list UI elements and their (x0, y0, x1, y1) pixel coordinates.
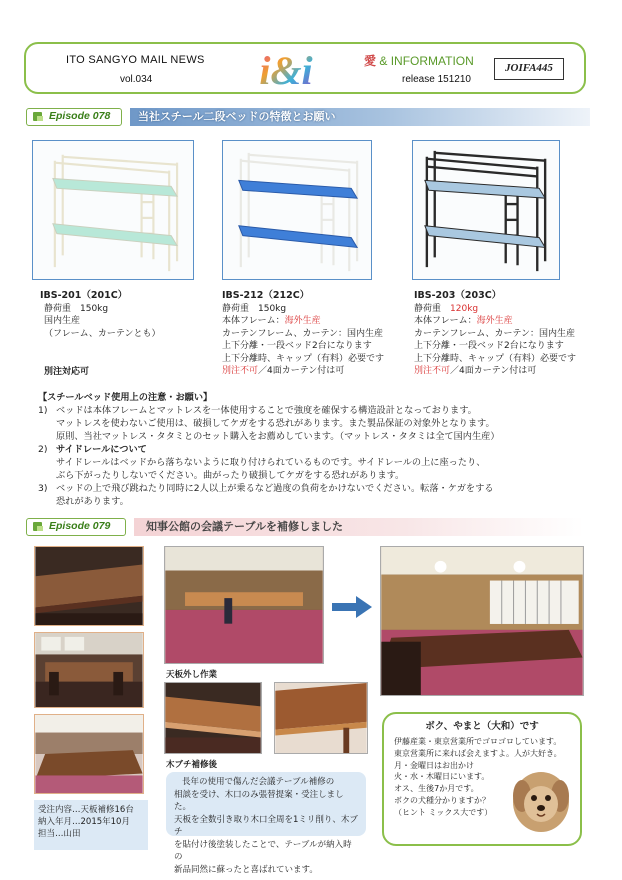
bed-frame-origin: 本体フレーム：海外生産 (222, 316, 321, 326)
bed-load: 静荷重 150kg (44, 303, 109, 314)
edge-caption: 木ブチ補修後 (166, 760, 218, 770)
bed-model-name: IBS-212（212C） (222, 290, 310, 301)
episode-078-tag (26, 108, 122, 126)
bed-cap-note: 上下分離時、キャップ（有料）必要です (222, 353, 385, 364)
bed-separable-note: 上下分離・一段ベッド2台になります (414, 341, 564, 351)
bed-model-name: IBS-203（203C） (414, 290, 502, 301)
newsletter-header (24, 42, 586, 94)
removal-caption: 天板外し作業 (166, 670, 218, 680)
restored-room-photo (380, 546, 584, 696)
note-1: 1) ベッドは本体フレームとマットレスを一体使用することで強度を確保する構造設計となっております。 (38, 405, 477, 416)
release-number: release 151210 (402, 74, 471, 85)
bed-origin: 国内生産 (44, 316, 81, 326)
bed-ibs201-specs (40, 290, 210, 340)
bed-ibs201-image (32, 140, 194, 280)
bed-custom-order-note: 別注対応可 (44, 367, 90, 377)
episode-079-tag (26, 518, 126, 536)
conference-room-photo-2 (34, 714, 144, 794)
newsletter-title: ITO SANGYO MAIL NEWS (66, 54, 205, 66)
bed-ibs212-specs (222, 290, 402, 378)
bed-model-name: IBS-201（201C） (40, 290, 128, 301)
arrow-right-icon (332, 596, 372, 618)
note-2: 2) サイドレールについて (38, 444, 147, 455)
edge-repair-photo-2 (274, 682, 368, 754)
bed-separable-note: 上下分離・一段ベッド2台になります (222, 341, 372, 351)
information-label: & INFORMATION (376, 54, 474, 68)
bed-ibs203-image (412, 140, 560, 280)
dog-profile-title: ボク、やまと（大和）です (425, 721, 539, 732)
dog-photo (510, 766, 572, 834)
bed-origin-detail: （フレーム、カーテンとも） (44, 328, 161, 339)
usage-notes-heading: 【スチールベッド使用上の注意・お願い】 (38, 392, 213, 403)
ai-character: 愛 (364, 54, 377, 68)
bed-frame-origin: 本体フレーム：海外生産 (414, 316, 513, 326)
volume-number: vol.034 (120, 74, 153, 85)
repair-story-box: 長年の使用で傷んだ会議テーブル補修の 相談を受け、木口のみ張替提案・受注しました。 天板を全数引き取り木口全周を1ミリ削り、木ブチ を貼付け後塗装したことで、テーブルが納入時の 新品同然に蘇ったと喜ばれています。 (166, 772, 366, 836)
edge-repair-photo-1 (164, 682, 262, 754)
episode-078-label: Episode 078 (49, 110, 111, 122)
joifa-badge: JOIFA445 (494, 58, 564, 80)
order-person: 担当…山田 (38, 829, 81, 839)
episode-079-label: Episode 079 (49, 520, 111, 532)
bed-load: 静荷重 120kg (414, 303, 479, 314)
usage-notes: 【スチールベッド使用上の注意・お願い】 1) ベッドは本体フレームとマットレスを一体使用することで強度を確保する構造設計となっております。 マットレスを使わないご使用は、破損してケガをする恐れがあります。また製品保証の対象外となります。 原則、当社マットレス・タタミとのセット購入をお薦めしています。（マットレス・タタミは全て国内生産） 2) サイドレールについて サイドレールはベッドから落ちないように取り付けられているものです。サイドレールの上に座ったり、 ぶら下がったりしないでください。曲がったり破損してケガをする恐れがあります。 3) ベッドの上で飛び跳ねたり同時に2人以上が乗るなど過度の負荷をかけないでください。転落・ケガをする 恐れがあります。 (38, 391, 598, 508)
table-edge-photo-1 (34, 546, 144, 626)
episode-079-title: 知事公館の会議テーブルを補修しました (134, 518, 584, 536)
order-content: 受注内容…天板補修16台 (38, 805, 134, 815)
info-heading (364, 52, 474, 69)
ii-logo-icon (246, 46, 326, 92)
bed-ibs203-specs (414, 290, 604, 378)
order-info-box (34, 800, 148, 850)
bed-custom-order-note: 別注不可／4面カーテン付は可 (414, 366, 537, 376)
bed-ibs212-image (222, 140, 372, 280)
dog-profile-text: 伊藤産業・東京営業所でゴロゴロしています。 東京営業所に来れば会えますよ。人が大好き。 月・金曜日はお出かけ 火・水・木曜日にいます。 オス、生後7か月です。 ボクの犬種分かりますか？ （ヒント ミックス大です） (394, 737, 562, 817)
order-delivery-date: 納入年月…2015年10月 (38, 817, 130, 827)
bed-curtain-origin: カーテンフレーム、カーテン：国内生産 (222, 328, 384, 339)
episode-078-title: 当社スチール二段ベッドの特徴とお願い (130, 108, 590, 126)
conference-room-photo-1 (34, 632, 144, 708)
bed-custom-order-note: 別注不可／4面カーテン付は可 (222, 366, 345, 376)
bed-curtain-origin: カーテンフレーム、カーテン：国内生産 (414, 328, 576, 339)
table-removal-photo (164, 546, 324, 664)
bed-load: 静荷重 150kg (222, 303, 287, 314)
note-3: 3) ベッドの上で飛び跳ねたり同時に2人以上が乗るなど過度の負荷をかけないでください。転落・ケガをする (38, 483, 494, 494)
logo-text: i&i (259, 48, 313, 92)
bed-cap-note: 上下分離時、キャップ（有料）必要です (414, 353, 577, 364)
